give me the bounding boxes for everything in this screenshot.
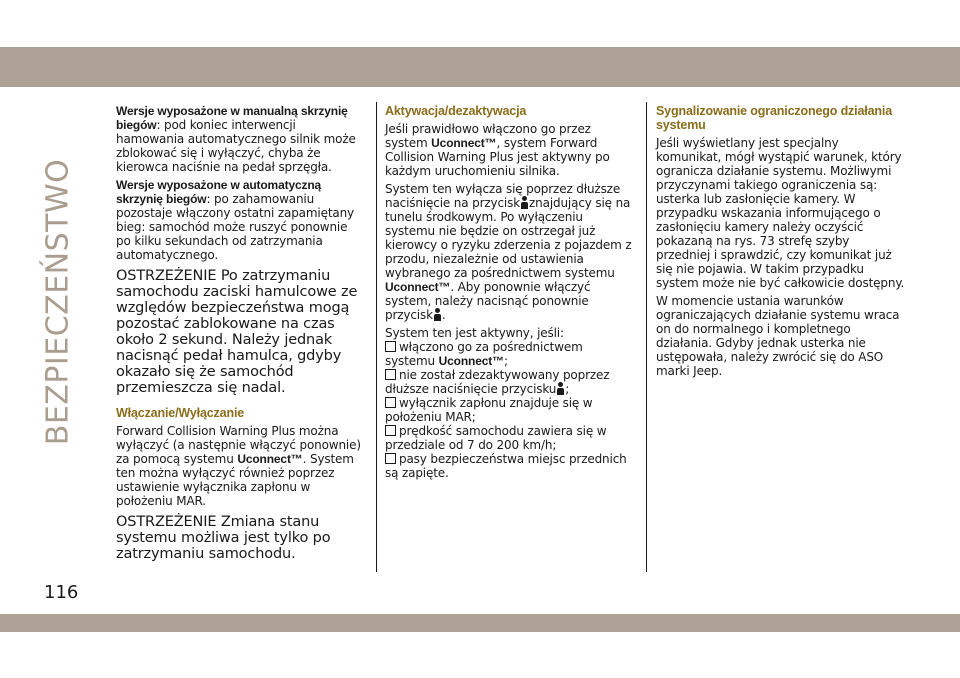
checkbox-icon [385, 341, 396, 352]
warning-brake: OSTRZEŻENIE Po zatrzymaniu samochodu zaciski hamulcowe ze względów bezpieczeństwa mogą pozostać zablokowane na czas około 2 sekund. Należy jednak nacisnąć pedał hamulca, gdyby okazało się że samochód przemieszcza się nadal. [116, 268, 358, 396]
checkbox-icon [385, 453, 396, 464]
checkbox-icon [385, 369, 396, 380]
activation-text-cont: , system Forward Collision Warning Plus jest aktywny po każdym uruchomieniu silnika. [385, 136, 610, 178]
fcw-button-icon [557, 382, 564, 395]
list-item-punct: ; [503, 354, 508, 368]
column-right [656, 104, 906, 382]
paragraph-limited-operation: Jeśli wyświetlany jest specjalny komunikat, mógł wystąpić warunek, który ogranicza działanie systemu. Możliwymi przyczynami takiego ograniczenia są: usterka lub zasłonięcie kamery. W przypadku wskazania informującego o zasłonięciu kamery należy oczyścić pokazaną na rys. 73 strefę szyby przedniej i sprawdzić, czy komunikat już się nie pojawia. W takim przypadku system może nie być całkowicie dostępny. [656, 136, 905, 290]
paragraph-conditions: System ten jest aktywny, jeśli: [385, 326, 564, 340]
list-item-text: pasy bezpieczeństwa miejsc przednich są zapięte. [385, 452, 627, 480]
reactivation-text: . Aby ponownie włączyć system, należy nacisnąć ponownie przycisk [385, 280, 591, 322]
column-divider [646, 102, 647, 572]
list-item-punct: ; [565, 382, 570, 396]
checkbox-icon [385, 425, 396, 436]
on-off-text: Forward Collision Warning Plus można wyłączyć (a następnie włączyć ponownie) za pomocą systemu [116, 424, 361, 466]
paragraph-automatic [116, 178, 364, 262]
paragraph-on-off [116, 424, 364, 508]
on-off-text-cont: . System ten można wyłączyć również poprzez ustawienie wyłącznika zapłonu w położeniu MAR. [116, 452, 354, 508]
list-item [385, 452, 635, 480]
paragraph-deactivation [385, 182, 635, 322]
uconnect-label: Uconnect™ [237, 452, 303, 466]
deactivation-text: System ten wyłącza się poprzez dłuższe naciśnięcie na przycisk [385, 182, 621, 210]
paragraph-manual [116, 104, 364, 174]
list-item-text: prędkość samochodu zawiera się w przedziale od 7 do 200 km/h; [385, 424, 607, 452]
activation-text: Jeśli prawidłowo włączono go przez system [385, 122, 591, 150]
section-title-text: BEZPIECZEŃSTWO [40, 158, 76, 446]
checkbox-icon [385, 397, 396, 408]
uconnect-label: Uconnect™ [385, 280, 451, 294]
paragraph-activation [385, 122, 635, 178]
conditions-list [385, 340, 635, 480]
uconnect-label: Uconnect™ [438, 354, 504, 368]
auto-text: : po zahamowaniu pozostaje włączony ostatni zapamiętany bieg: samochód może ruszyć ponownie po kilku sekundach od zatrzymania automatycznego. [116, 192, 354, 262]
list-item [385, 340, 635, 368]
deactivation-text-cont: znajdujący się na tunelu środkowym. Po wyłączeniu systemu nie będzie on ostrzegał już kierowcy o ryzyku zderzenia z pojazdem z przodu, niezależnie od ustawienia wybranego za pośrednictwem systemu [385, 196, 632, 280]
list-item-text: wyłącznik zapłonu znajduje się w położeniu MAR; [385, 396, 593, 424]
list-item-text: nie został zdezaktywowany poprzez dłuższe naciśnięcie przycisku [385, 368, 610, 396]
page-number: 116 [44, 582, 79, 603]
heading-activation: Aktywacja/dezaktywacja [385, 104, 527, 118]
fcw-button-icon [521, 196, 528, 209]
manual-lead: Wersje wyposażone w manualną skrzynię biegów [116, 104, 348, 132]
list-item [385, 424, 635, 452]
list-item [385, 368, 635, 396]
list-item-text: włączono go za pośrednictwem systemu [385, 340, 583, 368]
period: . [441, 308, 446, 322]
auto-lead: Wersje wyposażone w automatyczną skrzynię biegów [116, 178, 322, 206]
footer-band [0, 614, 960, 632]
warning-state-change: OSTRZEŻENIE Zmiana stanu systemu możliwa jest tylko po zatrzymaniu samochodu. [116, 514, 331, 562]
fcw-button-icon [434, 308, 441, 321]
header-band [0, 47, 960, 87]
manual-text: : pod koniec interwencji hamowania automatycznego silnik może zblokować się i wyłączyć, chyba że kierowca naciśnie na pedał sprzęgła. [116, 118, 356, 174]
column-middle [385, 104, 635, 480]
paragraph-restore: W momencie ustania warunków ograniczających działanie systemu wraca on do normalnego i kompletnego działania. Gdyby jednak usterka nie ustępowała, należy zwrócić się do ASO marki Jeep. [656, 294, 900, 378]
heading-on-off: Włączanie/Wyłączanie [116, 406, 245, 420]
column-divider [376, 102, 377, 572]
list-item [385, 396, 635, 424]
uconnect-label: Uconnect™ [431, 136, 497, 150]
column-left [116, 104, 364, 572]
heading-limited-operation: Sygnalizowanie ograniczonego działania systemu [656, 104, 893, 132]
